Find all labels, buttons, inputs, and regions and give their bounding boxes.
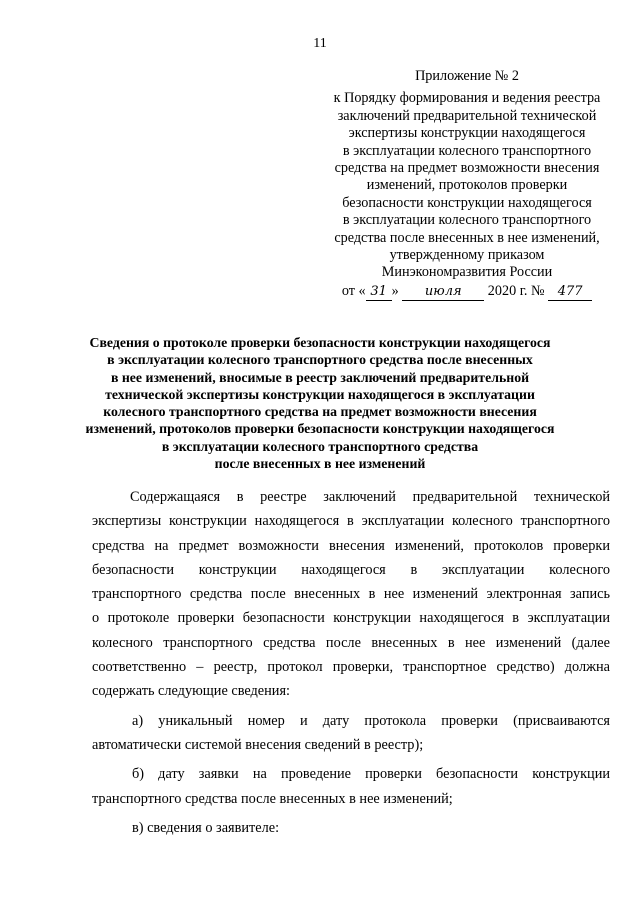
body-line: колесного транспортного средства после внесенных в нее изменений (далее: [92, 634, 610, 651]
heading-line: в нее изменений, вносимые в реестр заключений предварительной: [110, 369, 530, 385]
order-year-text: 2020 г. №: [487, 282, 545, 299]
order-day-handwritten: 31: [366, 283, 392, 301]
body-line: экспертизы конструкции находящегося в эксплуатации колесного транспортного: [92, 513, 610, 530]
body-line: безопасности конструкции находящегося в эксплуатации колесного: [92, 561, 610, 578]
body-line: автоматически системой внесения сведений в реестр);: [92, 736, 424, 753]
body-line: в) сведения о заявителе:: [132, 819, 280, 836]
order-prefix: от «: [341, 282, 366, 299]
list-item-a: [92, 709, 610, 758]
body-line: транспортного средства после внесенных в нее изменений электронная запись: [92, 586, 610, 603]
appendix-line: средства на предмет возможности внесения: [334, 160, 600, 177]
appendix-title: Приложение № 2: [415, 68, 519, 84]
heading-line: Сведения о протоколе проверки безопасности конструкции находящегося: [89, 335, 551, 350]
heading-line: в эксплуатации колесного транспортного средства: [161, 438, 479, 454]
body-line: б) дату заявки на проведение проверки безопасности конструкции: [132, 766, 610, 783]
body-line: о протоколе проверки безопасности конструкции находящегося в эксплуатации: [92, 610, 610, 627]
body-line: а) уникальный номер и дату протокола проверки (присваиваются: [132, 712, 610, 729]
appendix-line: безопасности конструкции находящегося: [342, 194, 592, 211]
body-line: средства на предмет возможности внесения изменений, протоколов проверки: [92, 537, 610, 554]
heading-line: колесного транспортного средства на предмет возможности внесения: [103, 404, 537, 420]
body-line: Содержащаяся в реестре заключений предварительной технической: [130, 489, 610, 505]
appendix-line: Минэкономразвития России: [381, 264, 553, 281]
list-item-c: [92, 816, 610, 840]
appendix-header: [322, 68, 612, 301]
appendix-line: в эксплуатации колесного транспортного: [342, 212, 592, 229]
heading-line: изменений, протоколов проверки безопасности конструкции находящегося: [85, 421, 555, 437]
order-quote-close: »: [391, 282, 399, 299]
body-line: соответственно – реестр, протокол проверки, транспортное средство) должна: [92, 659, 610, 676]
appendix-line: к Порядку формирования и ведения реестра: [333, 90, 601, 107]
order-number-handwritten: 477: [548, 283, 592, 301]
appendix-line: изменений, протоколов проверки: [366, 177, 568, 194]
heading-line: технической экспертизы конструкции находящегося в эксплуатации: [105, 386, 535, 402]
document-body: [92, 485, 610, 840]
intro-paragraph: [92, 485, 610, 704]
appendix-line: утвержденному приказом: [389, 247, 545, 264]
order-month-handwritten: июля: [402, 283, 484, 301]
appendix-line: экспертизы конструкции находящегося: [348, 125, 586, 142]
appendix-line: заключений предварительной технической: [337, 107, 597, 124]
document-heading: [60, 334, 580, 472]
page-number: 11: [313, 36, 327, 51]
heading-line: в эксплуатации колесного транспортного средства после внесенных: [107, 352, 533, 368]
body-line: транспортного средства после внесенных в нее изменений;: [92, 790, 453, 807]
body-line: содержать следующие сведения:: [92, 683, 291, 700]
appendix-line: средства после внесенных в нее изменений,: [334, 229, 600, 246]
order-date-line: [322, 283, 612, 301]
appendix-line: в эксплуатации колесного транспортного: [342, 142, 592, 159]
heading-line: после внесенных в нее изменений: [214, 456, 426, 472]
list-item-b: [92, 762, 610, 811]
